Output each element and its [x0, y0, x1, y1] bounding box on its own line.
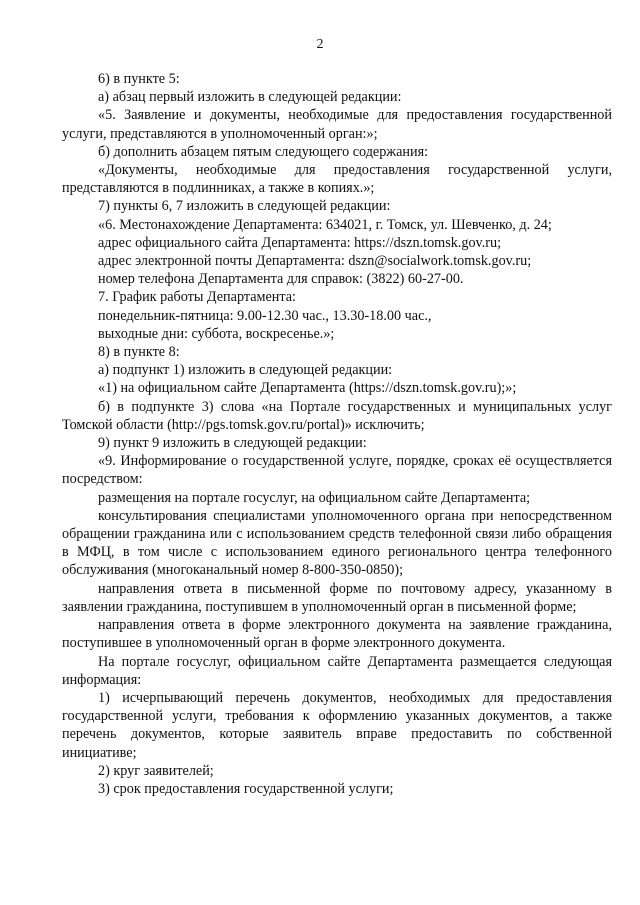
paragraph: б) в подпункте 3) слова «на Портале государственных и муниципальных услуг Томской области (http://pgs.tomsk.gov.ru/portal)» исключить;	[62, 398, 612, 433]
paragraph: направления ответа в письменной форме по почтовому адресу, указанному в заявлении гражданина, поступившем в уполномоченный орган в письменной форме;	[62, 580, 612, 615]
paragraph: размещения на портале госуслуг, на официальном сайте Департамента;	[98, 489, 531, 506]
page-number: 2	[316, 37, 324, 52]
paragraph: 3) срок предоставления государственной услуги;	[98, 780, 394, 797]
paragraph: выходные дни: суббота, воскресенье.»;	[98, 325, 335, 342]
paragraph: направления ответа в форме электронного документа на заявление гражданина, поступившее в уполномоченный орган в форме электронного документа.	[62, 617, 612, 652]
paragraph: «9. Информирование о государственной услуге, порядке, сроках её осуществляется посредством:	[62, 453, 612, 488]
paragraph: 9) пункт 9 изложить в следующей редакции:	[98, 435, 367, 452]
paragraph: понедельник-пятница: 9.00-12.30 час., 13.30-18.00 час.,	[98, 307, 432, 324]
paragraph: а) абзац первый изложить в следующей редакции:	[98, 89, 402, 106]
paragraph: «1) на официальном сайте Департамента (https://dszn.tomsk.gov.ru);»;	[98, 380, 517, 397]
document-body	[62, 70, 612, 798]
paragraph: адрес официального сайта Департамента: https://dszn.tomsk.gov.ru;	[98, 234, 502, 251]
paragraph: консультирования специалистами уполномоченного органа при непосредственном обращении гражданина или с использованием средств телефонной связи либо обращения в МФЦ, в том числе с использованием единого регионального центра телефонного обслуживания (многоканальный номер 8-800-350-0850);	[62, 507, 612, 579]
paragraph: На портале госуслуг, официальном сайте Департамента размещается следующая информация:	[62, 653, 612, 688]
paragraph: 7) пункты 6, 7 изложить в следующей редакции:	[98, 198, 391, 215]
paragraph: «5. Заявление и документы, необходимые для предоставления государственной услуги, представляются в уполномоченный орган:»;	[62, 107, 612, 142]
paragraph: 7. График работы Департамента:	[98, 289, 297, 306]
paragraph: а) подпункт 1) изложить в следующей редакции:	[98, 362, 393, 379]
paragraph: б) дополнить абзацем пятым следующего содержания:	[98, 143, 429, 160]
paragraph: «Документы, необходимые для предоставления государственной услуги, представляются в подлинниках, а также в копиях.»;	[62, 162, 612, 197]
paragraph: 8) в пункте 8:	[98, 344, 180, 361]
paragraph: адрес электронной почты Департамента: dszn@socialwork.tomsk.gov.ru;	[98, 253, 532, 270]
paragraph: 6) в пункте 5:	[98, 71, 180, 87]
paragraph: 2) круг заявителей;	[98, 762, 214, 779]
paragraph: 1) исчерпывающий перечень документов, необходимых для предоставления государственной услуги, требования к оформлению указанных документов, а также перечень документов, которые заявитель вправе предоставить по собственной инициативе;	[62, 689, 612, 761]
paragraph: номер телефона Департамента для справок: (3822) 60-27-00.	[98, 271, 464, 288]
paragraph: «6. Местонахождение Департамента: 634021, г. Томск, ул. Шевченко, д. 24;	[98, 216, 552, 233]
